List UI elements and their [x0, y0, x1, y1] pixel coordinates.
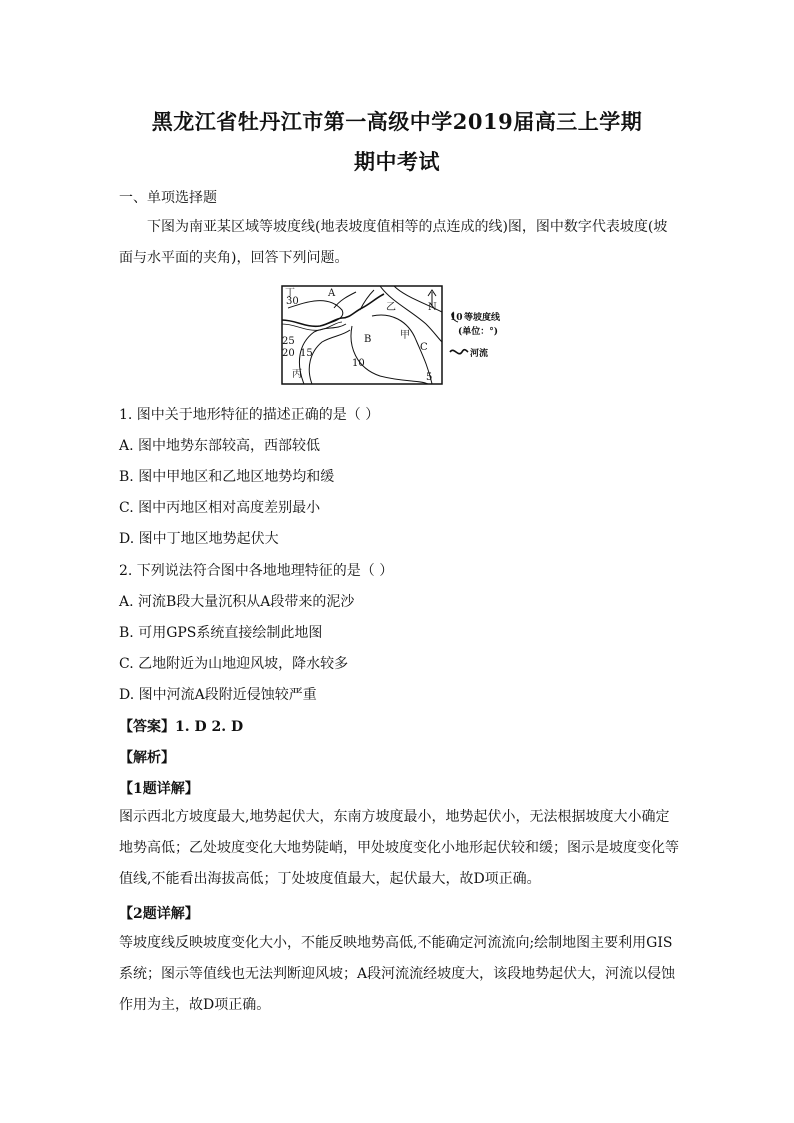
legend-unit: (单位：°)	[458, 327, 499, 337]
q2-option-b: B. 可用GPS系统直接绘制此地图	[119, 625, 323, 641]
detail2-heading: 【2题详解】	[119, 906, 199, 922]
q1-option-d: D. 图中丁地区地势起伏大	[119, 531, 279, 547]
map-label-ding: 丁	[285, 288, 295, 299]
detail2-text: 等坡度线反映坡度变化大小，不能反映地势高低,不能确定河流流向;绘制地图主要利用GIS系统；图示等值线也无法判断迎风坡；A段河流流经坡度大，该段地势起伏大，河流以侵蚀作用为主，故D项正确。	[119, 935, 676, 1013]
q2-option-c: C. 乙地附近为山地迎风坡，降水较多	[119, 656, 349, 672]
river-line	[360, 290, 374, 310]
analysis-heading: 【解析】	[119, 750, 175, 766]
map-label-20: 20	[282, 348, 295, 359]
map-label-30: 30	[286, 296, 299, 307]
map-label-yi: 乙	[386, 302, 396, 313]
contour-line	[380, 286, 442, 342]
map-label-10: 10	[352, 358, 365, 369]
detail1-text: 图示西北方坡度最大,地势起伏大，东南方坡度最小，地势起伏小，无法根据坡度大小确定地势高低；乙处坡度变化大地势陡峭，甲处坡度变化小地形起伏较和缓；图示是坡度变化等值线,不能看出海拔高低；丁处坡度值最大，起伏最大，故D项正确。	[119, 809, 679, 887]
intro-paragraph: 下图为南亚某区域等坡度线(地表坡度值相等的点连成的线)图，图中数字代表坡度(坡面与水平面的夹角)，回答下列问题。	[119, 219, 668, 266]
q2-stem: 2. 下列说法符合图中各地地理特征的是（ ）	[119, 563, 394, 579]
map-label-a: A	[328, 288, 336, 299]
q2-option-d: D. 图中河流A段附近侵蚀较严重	[119, 687, 317, 703]
contour-line	[309, 330, 350, 384]
section-heading: 一、单项选择题	[119, 190, 217, 206]
legend-river-symbol	[450, 350, 468, 354]
q1-stem: 1. 图中关于地形特征的描述正确的是（ ）	[119, 407, 380, 423]
document-title-line2: 期中考试	[354, 149, 440, 174]
map-label-n: N	[428, 302, 437, 313]
map-label-bing: 丙	[292, 369, 302, 380]
map-label-b: B	[364, 334, 372, 345]
slope-contour-map	[276, 284, 526, 388]
q2-option-a: A. 河流B段大量沉积从A段带来的泥沙	[119, 594, 355, 610]
detail1-heading: 【1题详解】	[119, 781, 199, 797]
contour-line	[351, 326, 428, 384]
map-label-15: 15	[300, 348, 313, 359]
legend-contour-value: 10	[450, 313, 463, 323]
map-label-5: 5	[426, 372, 433, 383]
q1-option-a: A. 图中地势东部较高，西部较低	[119, 438, 321, 454]
legend-contour-label: 等坡度线	[464, 313, 501, 323]
map-label-25: 25	[282, 336, 295, 347]
q1-option-b: B. 图中甲地区和乙地区地势均和缓	[119, 469, 335, 485]
map-label-jia: 甲	[400, 330, 410, 341]
map-label-c: C	[420, 342, 428, 353]
legend-river-label: 河流	[470, 349, 489, 359]
document-title-line1: 黑龙江省牡丹江市第一高级中学2019届高三上学期	[151, 109, 643, 134]
q1-option-c: C. 图中丙地区相对高度差别最小	[119, 500, 321, 516]
answer-line: 【答案】1. D 2. D	[119, 719, 244, 735]
